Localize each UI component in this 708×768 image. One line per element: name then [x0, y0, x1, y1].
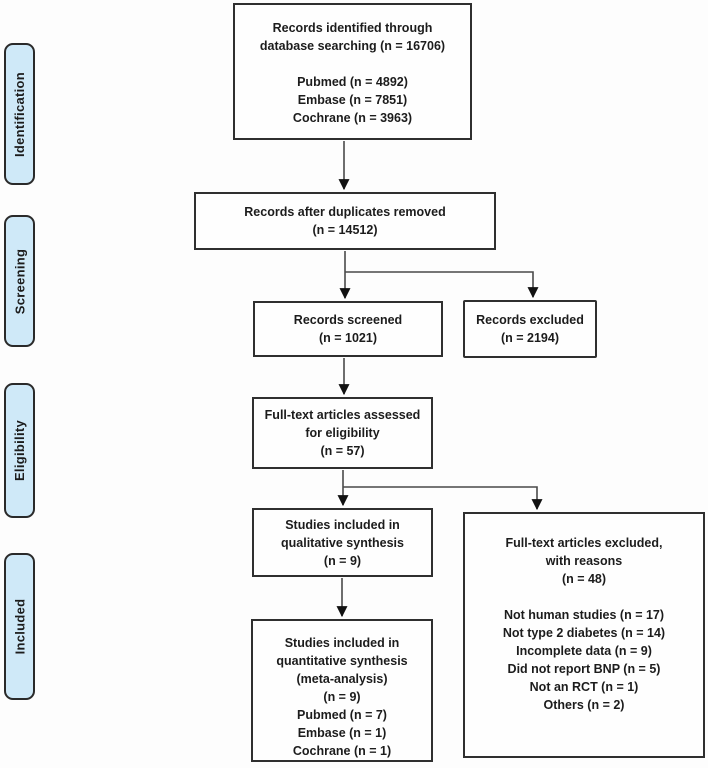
box-text-line: Pubmed (n = 4892)	[297, 75, 408, 89]
stage-label-included	[4, 553, 35, 700]
box-text-line: Cochrane (n = 1)	[292, 744, 392, 758]
box-fulltext-excluded	[463, 512, 705, 758]
box-quantitative-synthesis	[251, 619, 433, 762]
box-text-line: Did not report BNP (n = 5)	[507, 662, 661, 676]
box-text-line: Records excluded	[476, 313, 584, 327]
box-text-line: Cochrane (n = 3963)	[292, 111, 413, 125]
box-text-line: Studies included in	[284, 636, 400, 650]
box-text-line: Not human studies (n = 17)	[503, 608, 665, 622]
stage-label-identification	[4, 43, 35, 185]
stage-label-eligibility	[4, 383, 35, 518]
box-text-line: (n = 9)	[323, 690, 361, 704]
box-fulltext-assessed	[252, 397, 433, 469]
box-records-screened	[253, 301, 443, 357]
box-text-line: for eligibility	[305, 426, 380, 440]
stage-label-text: Screening	[12, 248, 27, 314]
box-text-line: Full-text articles assessed	[264, 408, 421, 422]
box-records-excluded	[463, 300, 597, 358]
box-text-line: Not type 2 diabetes (n = 14)	[502, 626, 666, 640]
box-duplicates-removed	[194, 192, 496, 250]
box-text-line: (n = 2194)	[500, 331, 559, 345]
stage-label-text: Identification	[12, 71, 27, 157]
box-text-line: Incomplete data (n = 9)	[516, 644, 652, 658]
box-text-line: Not an RCT (n = 1)	[529, 680, 639, 694]
box-text-line: Records identified through	[272, 21, 433, 35]
box-text-line: Full-text articles excluded,	[505, 536, 663, 550]
box-text-line: (n = 48)	[561, 572, 607, 586]
box-text-line: (n = 1021)	[318, 331, 377, 345]
box-text-line: with reasons	[545, 554, 623, 568]
box-text-line: Pubmed (n = 7)	[297, 708, 387, 722]
arrow-duplicates-to-excluded	[345, 272, 533, 297]
box-text-line: (meta-analysis)	[296, 672, 388, 686]
box-text-line: (n = 57)	[320, 444, 365, 458]
box-text-line: Studies included in	[285, 517, 400, 532]
box-text-line: Embase (n = 1)	[297, 726, 387, 740]
box-text-line: qualitative synthesis	[281, 535, 404, 550]
box-records-identified	[233, 3, 472, 140]
box-qualitative-synthesis	[252, 508, 433, 577]
arrow-assessed-to-fulltext-excluded	[343, 487, 537, 509]
box-text-line: database searching (n = 16706)	[259, 39, 446, 53]
box-text-line: Records after duplicates removed	[244, 205, 446, 219]
stage-label-text: Eligibility	[12, 419, 27, 482]
box-text-line: quantitative synthesis	[276, 654, 408, 668]
box-text-line: Embase (n = 7851)	[297, 93, 408, 107]
box-text-line: Others (n = 2)	[543, 698, 625, 712]
stage-label-text: Included	[12, 598, 28, 655]
stage-label-screening	[4, 215, 35, 347]
box-text-line: Records screened	[293, 313, 403, 327]
box-text-line: (n = 9)	[323, 553, 362, 568]
box-text-line: (n = 14512)	[312, 223, 378, 237]
